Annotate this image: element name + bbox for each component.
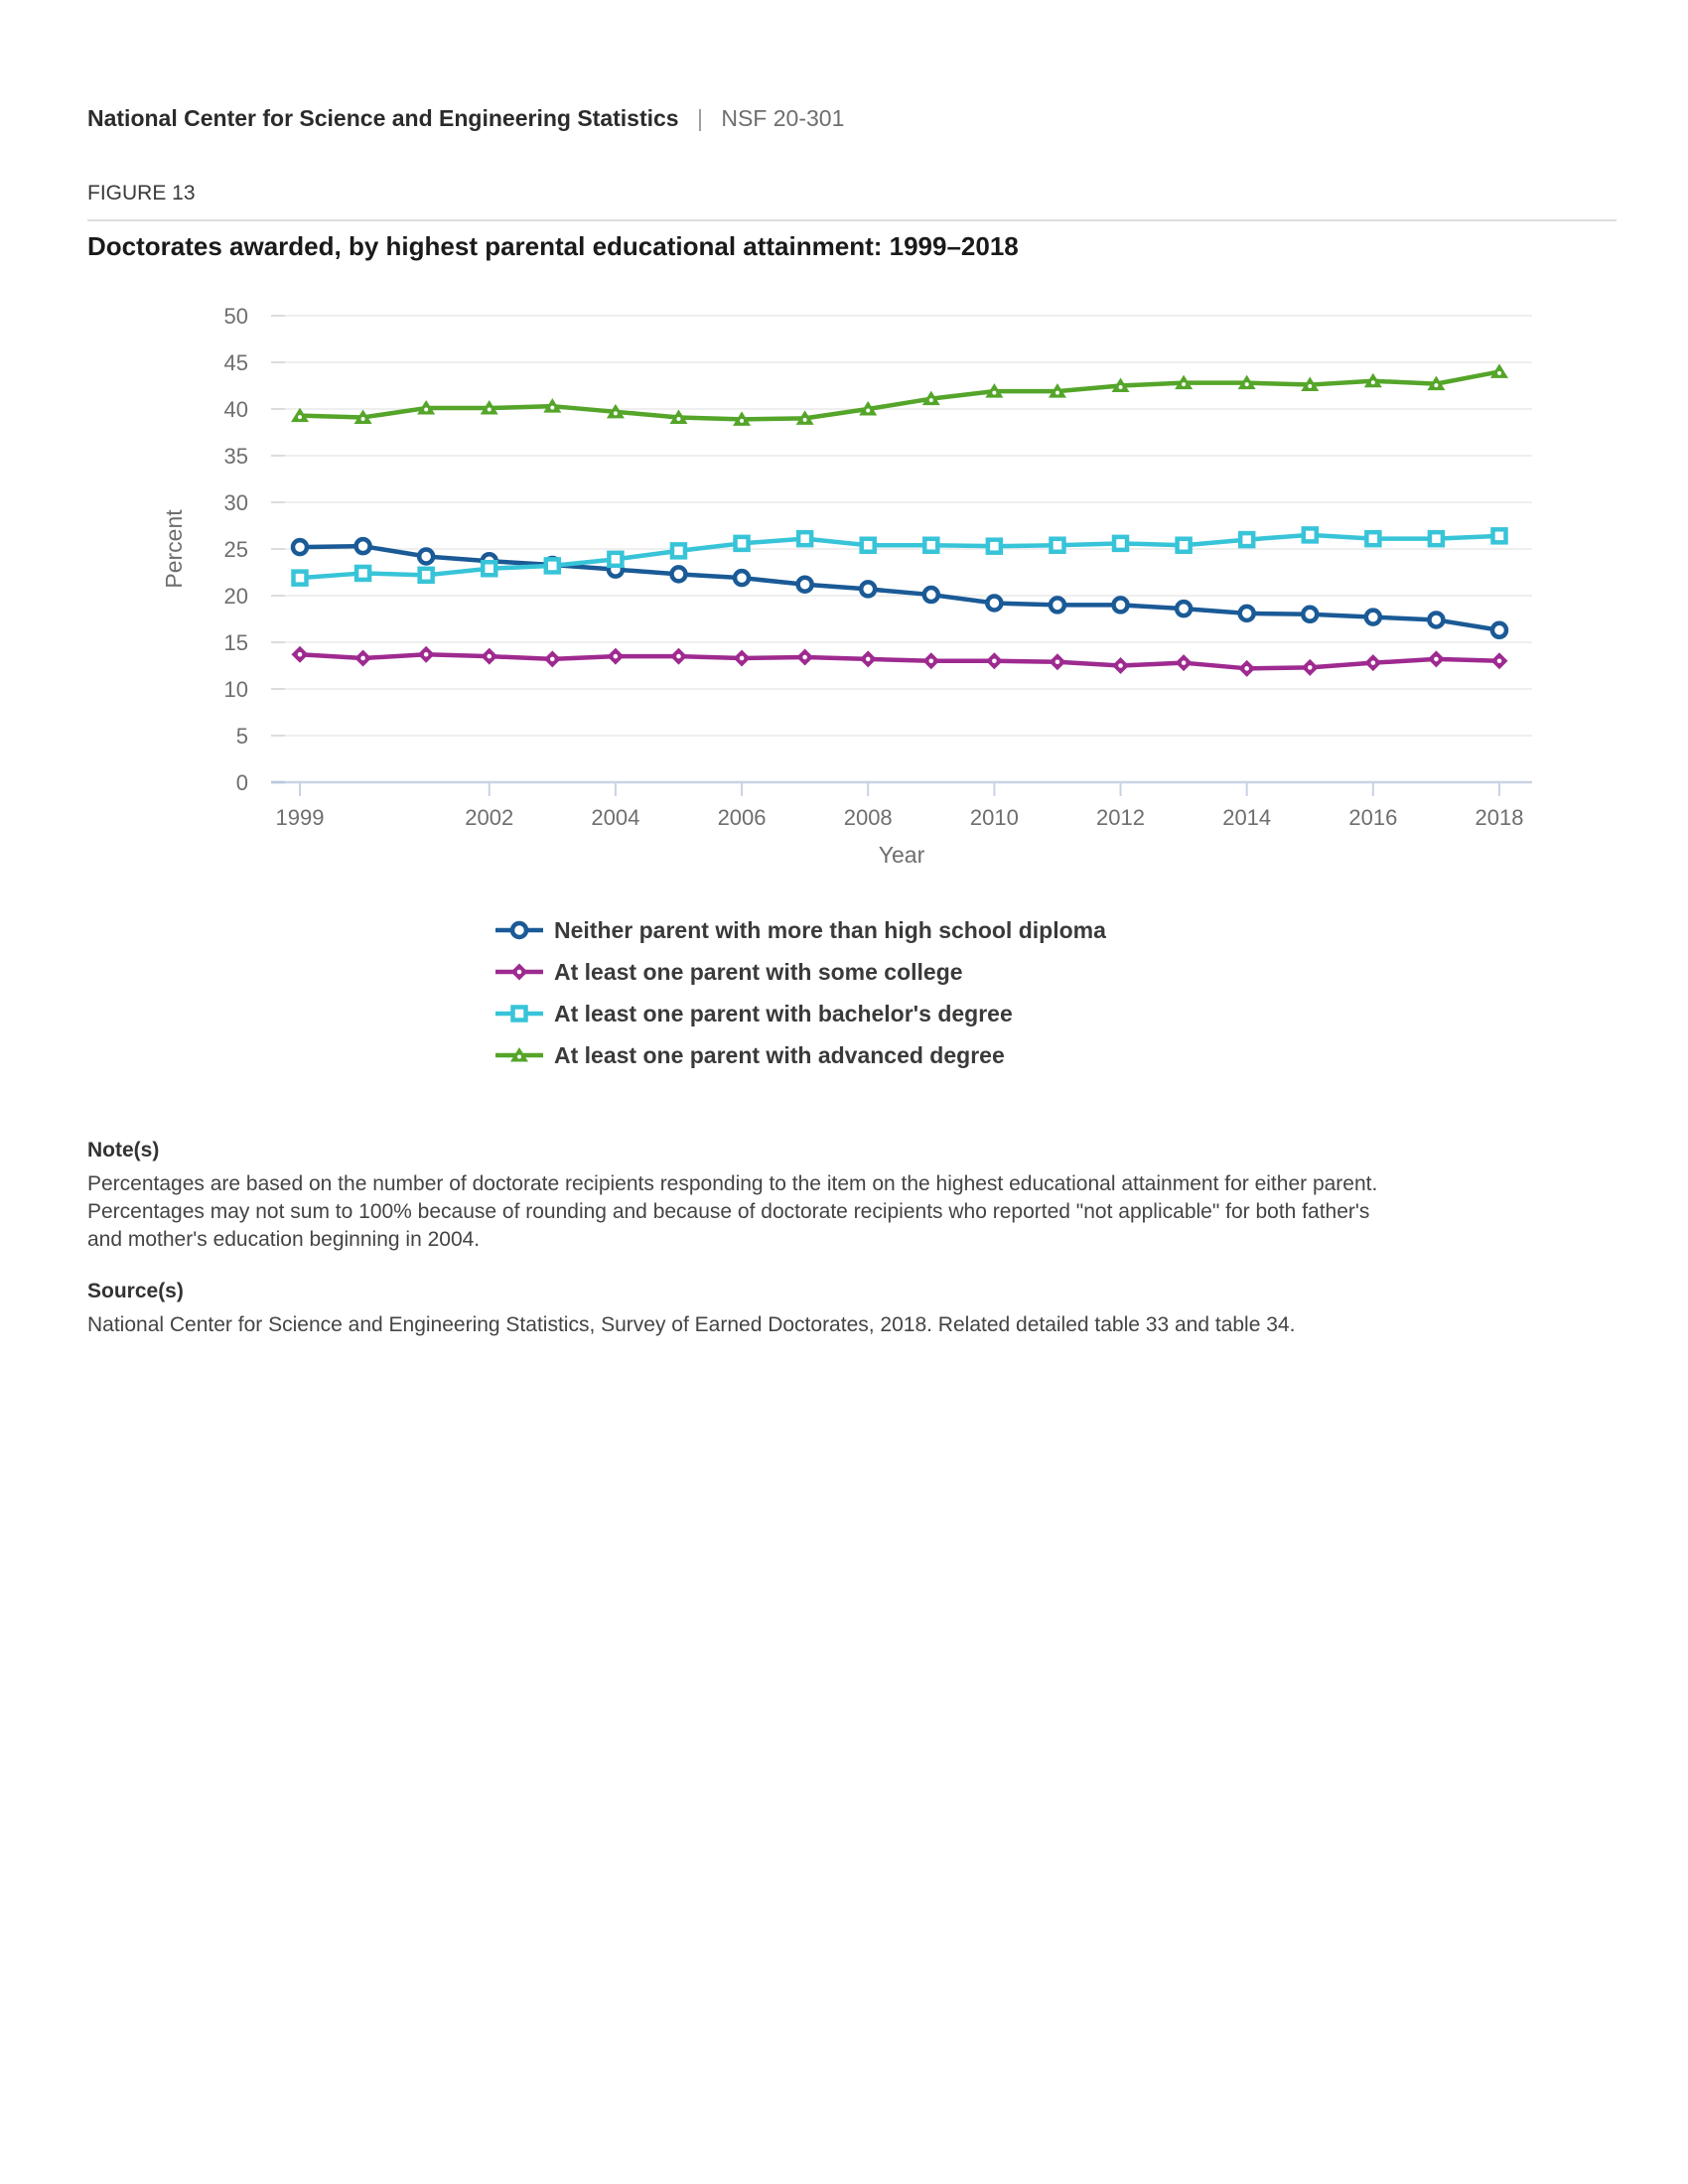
data-point-square (862, 539, 875, 552)
y-tick-label: 10 (223, 677, 248, 702)
footnotes (87, 1139, 1398, 1339)
data-point-circle (356, 539, 370, 553)
x-tick-label: 2016 (1348, 805, 1398, 830)
x-tick-label: 2008 (843, 805, 893, 830)
x-tick-label: 2012 (1096, 805, 1146, 830)
data-point-circle (861, 582, 875, 596)
marker-dot (740, 419, 744, 423)
marker-dot (1497, 371, 1501, 375)
data-point-circle (987, 597, 1001, 611)
data-point-square (609, 553, 622, 566)
diamond-marker-icon (493, 961, 545, 983)
series-line-neither-parent-hs (300, 546, 1499, 630)
series-line-advanced (300, 371, 1499, 419)
data-point-square (736, 537, 749, 550)
marker-dot (488, 408, 492, 412)
x-tick-label: 2010 (969, 805, 1019, 830)
x-tick-label: 2002 (465, 805, 514, 830)
marker-dot (1308, 384, 1312, 388)
y-tick-label: 15 (223, 630, 248, 655)
data-point-square (1178, 539, 1191, 552)
square-marker-icon (493, 1003, 545, 1024)
marker-dot (1371, 380, 1375, 384)
data-point-circle (1492, 623, 1506, 637)
marker-dot (1119, 385, 1123, 389)
x-tick-label: 2018 (1475, 805, 1524, 830)
marker-dot (1497, 659, 1502, 664)
marker-dot (992, 391, 996, 395)
x-tick-label: 1999 (275, 805, 325, 830)
marker-dot (676, 417, 680, 421)
legend-item-bachelors (493, 993, 1106, 1034)
x-axis-title: Year (878, 842, 925, 868)
data-point-square (294, 572, 307, 585)
triangle-marker-icon (493, 1044, 545, 1066)
data-point-square (1366, 532, 1379, 545)
notes-body: Percentages are based on the number of doctorate recipients responding to the item on the highest educational attainment for either parent. Percentages may not sum to 100% because of rounding and because of doctorate recipients who reported "not applicable" for both father's and mother's education beginning in 2004. (87, 1172, 1378, 1251)
y-tick-label: 45 (223, 350, 248, 375)
y-tick-label: 30 (223, 490, 248, 515)
circle-marker-icon (493, 919, 545, 941)
x-axis (276, 783, 1524, 830)
data-point-square (546, 559, 559, 572)
marker-dot (298, 652, 303, 657)
legend-label: At least one parent with advanced degree (554, 1041, 1005, 1068)
marker-dot (992, 659, 997, 664)
header-org: National Center for Science and Engineering Statistics (87, 105, 679, 131)
sources-heading: Source(s) (87, 1280, 184, 1302)
figure-label: FIGURE 13 (87, 182, 196, 205)
marker-dot (298, 415, 302, 419)
marker-dot (360, 656, 365, 661)
data-point-square (483, 562, 495, 575)
header-report-number: NSF 20-301 (721, 105, 845, 131)
data-point-circle (924, 588, 938, 602)
y-axis-labels (224, 304, 248, 795)
data-point-circle (671, 567, 685, 581)
data-point-square (798, 532, 811, 545)
marker-dot (1371, 660, 1376, 665)
marker-dot (424, 408, 428, 412)
data-point-circle (1429, 613, 1443, 626)
notes-heading: Note(s) (87, 1139, 160, 1161)
data-point-circle (1303, 608, 1317, 621)
marker-dot (866, 657, 871, 662)
series-neither-parent-hs (293, 539, 1506, 637)
data-point-circle (1051, 598, 1064, 612)
marker-dot (614, 654, 619, 659)
data-point-circle (293, 540, 307, 554)
marker-dot (361, 417, 365, 421)
marker-dot (1055, 391, 1059, 395)
x-tick-label: 2014 (1222, 805, 1272, 830)
y-tick-label: 35 (223, 444, 248, 469)
data-point-square (672, 544, 685, 557)
data-point-square (1430, 532, 1443, 545)
marker-dot (517, 970, 522, 975)
data-point-circle (512, 923, 526, 937)
marker-dot (1055, 659, 1060, 664)
legend-label: At least one parent with bachelor's degree (554, 1000, 1013, 1026)
data-point-circle (735, 571, 749, 585)
marker-dot (929, 398, 933, 402)
data-point-circle (1114, 598, 1128, 612)
legend-label: Neither parent with more than high school diploma (554, 916, 1106, 943)
data-point-circle (1240, 607, 1254, 620)
marker-dot (614, 411, 618, 415)
marker-dot (1244, 666, 1249, 671)
x-tick-label: 2004 (591, 805, 640, 830)
chart-legend (493, 909, 1106, 1076)
data-point-circle (798, 578, 812, 592)
data-point-square (1493, 529, 1506, 542)
marker-dot (1308, 665, 1313, 670)
data-point-square (356, 567, 369, 580)
figure-title: Doctorates awarded, by highest parental educational attainment: 1999–2018 (87, 231, 1019, 261)
data-point-square (988, 540, 1001, 553)
series-advanced (291, 363, 1508, 425)
y-axis-title: Percent (161, 509, 187, 589)
y-tick-label: 0 (235, 770, 248, 795)
series-line-some-college (300, 654, 1499, 668)
marker-dot (928, 659, 933, 664)
y-gridlines (271, 316, 1532, 782)
data-point-square (1114, 537, 1127, 550)
data-point-square (1240, 533, 1253, 546)
sources-body: National Center for Science and Engineering Statistics, Survey of Earned Doctorates, 2018. Related detailed table 33 and table 34. (87, 1313, 1296, 1336)
data-point-square (513, 1008, 526, 1021)
marker-dot (517, 1055, 521, 1059)
chart (0, 0, 1688, 893)
y-tick-label: 40 (223, 397, 248, 422)
data-point-circle (1177, 602, 1191, 615)
marker-dot (740, 656, 745, 661)
marker-dot (676, 654, 681, 659)
marker-dot (550, 657, 555, 662)
legend-label: At least one parent with some college (554, 958, 963, 985)
y-tick-label: 50 (223, 304, 248, 329)
marker-dot (866, 409, 870, 413)
data-point-square (924, 539, 937, 552)
x-tick-label: 2006 (717, 805, 767, 830)
header-separator: | (696, 105, 703, 131)
data-point-square (1304, 528, 1317, 541)
data-point-circle (1366, 611, 1380, 624)
legend-item-some-college (493, 951, 1106, 993)
marker-dot (1118, 663, 1123, 668)
marker-dot (1245, 382, 1249, 386)
y-tick-label: 20 (223, 584, 248, 609)
marker-dot (1182, 660, 1187, 665)
data-point-square (420, 569, 433, 582)
legend-item-advanced (493, 1034, 1106, 1076)
marker-dot (424, 652, 429, 657)
y-tick-label: 25 (223, 537, 248, 562)
series-bachelors (294, 528, 1506, 584)
marker-dot (550, 406, 554, 410)
data-point-circle (419, 550, 433, 564)
data-point-square (1051, 539, 1063, 552)
series-some-college (292, 646, 1508, 677)
legend-item-neither-parent-hs (493, 909, 1106, 951)
y-tick-label: 5 (235, 724, 248, 749)
series-line-bachelors (300, 535, 1499, 578)
marker-dot (1434, 383, 1438, 387)
marker-dot (487, 654, 492, 659)
marker-dot (803, 418, 807, 422)
marker-dot (1182, 382, 1186, 386)
marker-dot (1434, 657, 1439, 662)
marker-dot (802, 655, 807, 660)
